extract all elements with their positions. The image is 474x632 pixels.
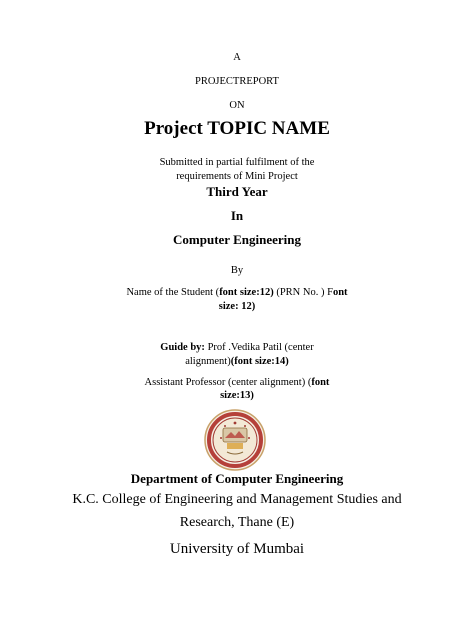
college-seal-icon: [203, 408, 267, 472]
student-text-a: Name of the Student (: [126, 287, 220, 298]
student-line-2: size: 12): [218, 301, 256, 312]
in-heading: In: [230, 208, 244, 223]
line-project-report: PROJECTREPORT: [195, 76, 279, 87]
designation-line-2: size:13): [220, 390, 254, 401]
year-heading: Third Year: [206, 184, 268, 199]
guide-line-2: [0, 356, 474, 368]
student-line-1: [0, 287, 474, 299]
by-line: By: [230, 265, 244, 276]
line-a: A: [233, 52, 241, 63]
designation-line-1: [0, 377, 474, 389]
designation-text-b: font: [311, 377, 330, 388]
project-title: Project TOPIC NAME: [144, 118, 330, 139]
guide-line-1: [0, 342, 474, 354]
student-text-d: ont: [332, 287, 348, 298]
guide-label: Guide by:: [160, 342, 205, 353]
student-text-c: (PRN No. ) F: [273, 287, 333, 298]
department-heading: Department of Computer Engineering: [130, 471, 344, 486]
university-line: University of Mumbai: [169, 541, 305, 557]
student-text-b: font size:12): [219, 287, 274, 298]
submitted-line-1: Submitted in partial fulfilment of the: [159, 157, 315, 168]
college-line-1: K.C. College of Engineering and Management Studies and: [72, 492, 402, 507]
guide-name: Prof .Vedika Patil (center: [204, 342, 314, 353]
designation-text-a: Assistant Professor (center alignment) (: [144, 377, 312, 388]
line-on: ON: [229, 100, 245, 111]
guide-line-2-a: alignment): [185, 356, 231, 367]
guide-line-2-b: (font size:14): [230, 356, 289, 367]
branch-heading: Computer Engineering: [173, 232, 301, 247]
submitted-line-2: requirements of Mini Project: [176, 171, 298, 182]
college-line-2: Research, Thane (E): [179, 515, 295, 530]
